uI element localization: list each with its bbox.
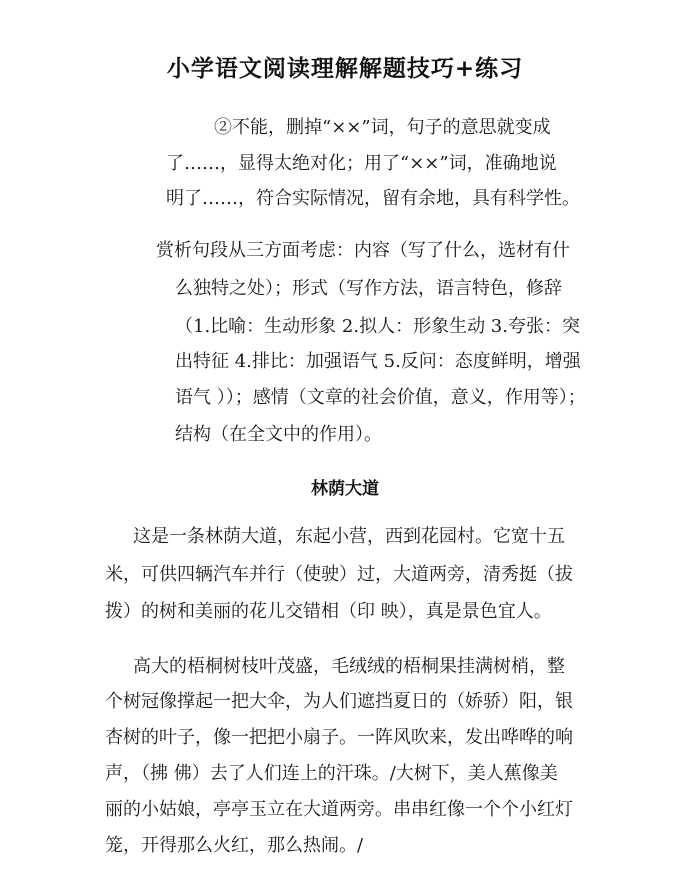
analysis-line-6: 结构（在全文中的作用）。 bbox=[175, 424, 382, 445]
passage-title: 林荫大道 bbox=[311, 479, 379, 499]
analysis-line-5: 语气 ））；感情（文章的社会价值，意义，作用等）； bbox=[175, 387, 586, 408]
document-title: 小学语文阅读理解解题技巧+练习 bbox=[166, 56, 524, 82]
analysis-line-3: （1.比喻：生动形象 2.拟人：形象生动 3.夸张：突 bbox=[175, 316, 580, 337]
paragraph2-line-1: 高大的梧桐树枝叶茂盛，毛绒绒的梧桐果挂满树梢，整 bbox=[133, 656, 565, 677]
note-line-3: 明了……，符合实际情况，留有余地，具有科学性。 bbox=[166, 188, 580, 209]
paragraph2-line-6: 笼，开得那么火红，那么热闹。/ bbox=[105, 835, 364, 856]
paragraph1-line-2: 米，可供四辆汽车并行（使驶）过，大道两旁，清秀挺（拔 bbox=[105, 564, 573, 585]
analysis-line-2: 么独特之处）；形式（写作方法，语言特色，修辞 bbox=[175, 278, 562, 299]
analysis-line-4: 出特征 4.排比：加强语气 5.反问：态度鲜明，增强 bbox=[175, 351, 581, 372]
note-line-2: 了……，显得太绝对化；用了“××”词，准确地说 bbox=[166, 153, 557, 174]
analysis-line-1: 赏析句段从三方面考虑：内容（写了什么，选材有什 bbox=[156, 240, 570, 261]
paragraph2-line-5: 丽的小姑娘，亭亭玉立在大道两旁。串串红像一个个小红灯 bbox=[105, 799, 573, 820]
paragraph1-line-1: 这是一条林荫大道，东起小营，西到花园村。它宽十五 bbox=[133, 526, 565, 547]
note-line-1: ②不能，删掉“××”词，句子的意思就变成 bbox=[214, 117, 551, 138]
paragraph1-line-3: 拨）的树和美丽的花儿交错相（印 映），真是景色宜人。 bbox=[105, 601, 552, 622]
paragraph2-line-2: 个树冠像撑起一把大伞，为人们遮挡夏日的（娇骄）阳，银 bbox=[105, 691, 573, 712]
paragraph2-line-4: 声，（拂 佛）去了人们连上的汗珠。/大树下，美人蕉像美 bbox=[105, 763, 558, 784]
paragraph2-line-3: 杏树的叶子，像一把把小扇子。一阵风吹来，发出哗哗的响 bbox=[105, 727, 573, 748]
